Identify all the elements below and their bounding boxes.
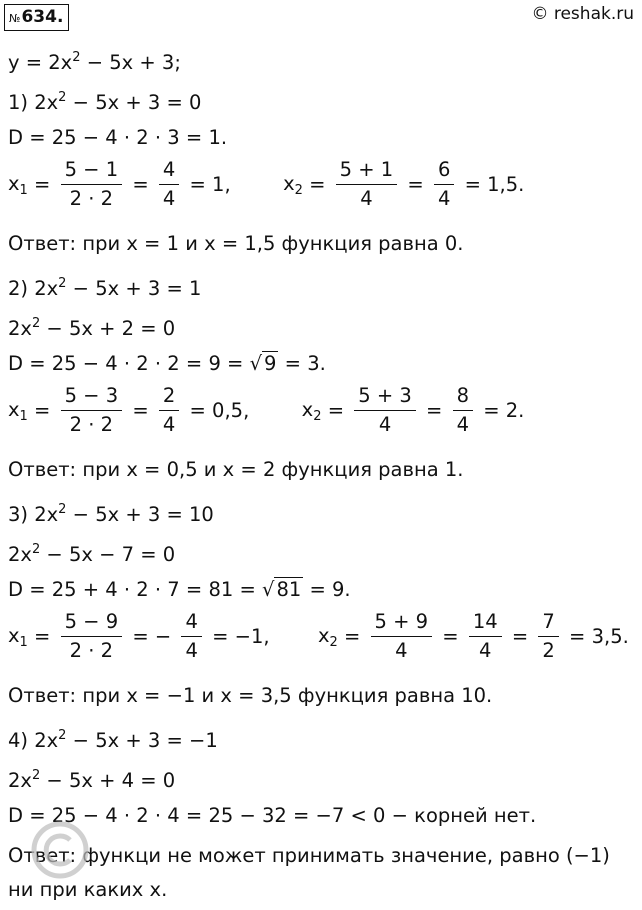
result: = 1,5. [464, 173, 525, 196]
text: y = 2x [8, 51, 73, 74]
number-value: 634. [21, 7, 64, 27]
text: = 3. [278, 352, 326, 375]
numerator: 5 + 1 [336, 158, 398, 185]
case-3-roots [8, 610, 629, 663]
equals: = [34, 399, 51, 422]
result: = −1, [212, 625, 270, 648]
numerator: 14 [469, 610, 502, 637]
case-4-answer: Ответ: функци не может принимать значение, равно (−1) [8, 844, 610, 867]
fraction [159, 384, 179, 437]
numerator: 2 [159, 384, 179, 411]
case-2-discriminant [8, 350, 326, 378]
x2-label [302, 398, 322, 424]
denominator: 4 [456, 413, 469, 436]
subscript: 2 [329, 634, 338, 650]
fraction [61, 384, 123, 437]
copyright: © reshak.ru [531, 4, 634, 24]
x1-label [8, 172, 28, 198]
denominator: 2 · 2 [69, 187, 114, 210]
text: − 5x + 3; [80, 51, 181, 74]
equals: = [132, 399, 149, 422]
case-4-discriminant: D = 25 − 4 · 2 · 4 = 25 − 32 = −7 < 0 − корней нет. [8, 804, 537, 827]
text: − 5x + 3 = −1 [66, 729, 218, 752]
fraction [453, 384, 473, 437]
numerator: 6 [434, 158, 454, 185]
numerator: 5 + 3 [354, 384, 416, 411]
denominator: 2 · 2 [69, 639, 114, 662]
text: 4) 2x [8, 729, 59, 752]
numerator: 7 [538, 610, 558, 637]
case-4-answer-continued: ни при каких x. [8, 878, 168, 901]
subscript: 1 [19, 182, 28, 198]
denominator: 4 [162, 187, 176, 210]
fraction [538, 610, 558, 663]
text: D = 25 − 4 · 2 · 2 = 9 = [8, 352, 250, 375]
equals-minus: = − [132, 625, 172, 648]
exponent: 2 [31, 316, 41, 331]
text: − 5x − 7 = 0 [40, 543, 176, 566]
text: − 5x + 4 = 0 [40, 769, 176, 792]
var: x [301, 397, 314, 421]
var: x [283, 171, 295, 195]
var: x [317, 623, 330, 647]
exponent: 2 [58, 90, 67, 105]
sqrt: √ 81 [262, 578, 302, 601]
x2-label [318, 624, 338, 650]
case-2-equation [8, 270, 201, 303]
subscript: 1 [19, 408, 28, 424]
case-4-equation [8, 722, 218, 755]
fraction [159, 158, 179, 211]
equals: = [511, 625, 529, 648]
result: = 0,5, [189, 399, 250, 422]
text: = 9. [303, 578, 351, 601]
case-1-roots [8, 158, 524, 211]
fraction [354, 384, 416, 437]
denominator: 2 [542, 639, 555, 662]
fraction [434, 158, 454, 211]
text: 2x [8, 543, 32, 566]
numerator: 4 [159, 158, 179, 185]
radicand: 9 [264, 352, 277, 375]
text: 2x [8, 769, 32, 792]
case-4-reduced [8, 762, 175, 795]
text: D = 25 + 4 · 2 · 7 = 81 = [8, 578, 262, 601]
case-1-equation [8, 84, 201, 117]
var: x [8, 397, 20, 421]
denominator: 4 [360, 187, 373, 210]
denominator: 4 [395, 639, 408, 662]
numerator: 8 [453, 384, 473, 411]
case-3-discriminant [8, 576, 351, 604]
fraction [469, 610, 502, 663]
case-3-reduced [8, 536, 175, 569]
subscript: 2 [294, 182, 303, 198]
numerator: 5 + 9 [371, 610, 433, 637]
equals: = [34, 625, 51, 648]
denominator: 4 [185, 639, 198, 662]
exponent: 2 [31, 768, 41, 783]
text: − 5x + 3 = 0 [66, 91, 202, 114]
numerator: 4 [181, 610, 201, 637]
denominator: 4 [479, 639, 492, 662]
case-1-discriminant: D = 25 − 4 · 2 · 3 = 1. [8, 126, 228, 149]
fraction [181, 610, 201, 663]
denominator: 2 · 2 [69, 413, 114, 436]
numerator: 5 − 9 [61, 610, 123, 637]
case-2-roots [8, 384, 524, 437]
text: 2x [8, 317, 32, 340]
case-3-equation [8, 496, 214, 529]
var: x [8, 623, 20, 647]
equals: = [309, 173, 326, 196]
exponent: 2 [58, 502, 67, 517]
text: 3) 2x [8, 503, 59, 526]
denominator: 4 [162, 413, 176, 436]
fraction [61, 610, 123, 663]
number-sign: № [9, 12, 21, 25]
denominator: 4 [378, 413, 392, 436]
result: = 1, [189, 173, 231, 196]
numerator: 5 − 3 [61, 384, 123, 411]
text: − 5x + 3 = 10 [66, 503, 214, 526]
problem-number [4, 4, 69, 31]
equals: = [34, 173, 51, 196]
equals: = [426, 399, 443, 422]
result: = 3,5. [569, 625, 629, 648]
fraction [336, 158, 398, 211]
exponent: 2 [58, 728, 67, 743]
var: x [8, 171, 20, 195]
text: 2) 2x [8, 277, 59, 300]
equals: = [132, 173, 149, 196]
result: = 2. [483, 399, 525, 422]
sqrt: √ 9 [249, 352, 277, 375]
radicand: 81 [276, 578, 302, 601]
subscript: 1 [19, 634, 28, 650]
text: − 5x + 3 = 1 [66, 277, 202, 300]
equals: = [442, 625, 459, 648]
x1-label [8, 398, 28, 424]
case-2-reduced [8, 310, 175, 343]
numerator: 5 − 1 [61, 158, 123, 185]
denominator: 4 [437, 187, 451, 210]
exponent: 2 [31, 542, 41, 557]
exponent: 2 [72, 50, 81, 65]
case-3-answer: Ответ: при x = −1 и x = 3,5 функция равна 10. [8, 684, 493, 707]
text: − 5x + 2 = 0 [40, 317, 176, 340]
x1-label [8, 624, 28, 650]
subscript: 2 [313, 408, 322, 424]
equals: = [343, 625, 361, 648]
function-definition [8, 44, 181, 77]
exponent: 2 [58, 276, 67, 291]
fraction [61, 158, 123, 211]
fraction [371, 610, 433, 663]
text: 1) 2x [8, 91, 59, 114]
case-1-answer: Ответ: при x = 1 и x = 1,5 функция равна 0. [8, 232, 464, 255]
case-2-answer: Ответ: при x = 0,5 и x = 2 функция равна 1. [8, 458, 464, 481]
equals: = [327, 399, 345, 422]
equals: = [407, 173, 424, 196]
x2-label [283, 172, 303, 198]
